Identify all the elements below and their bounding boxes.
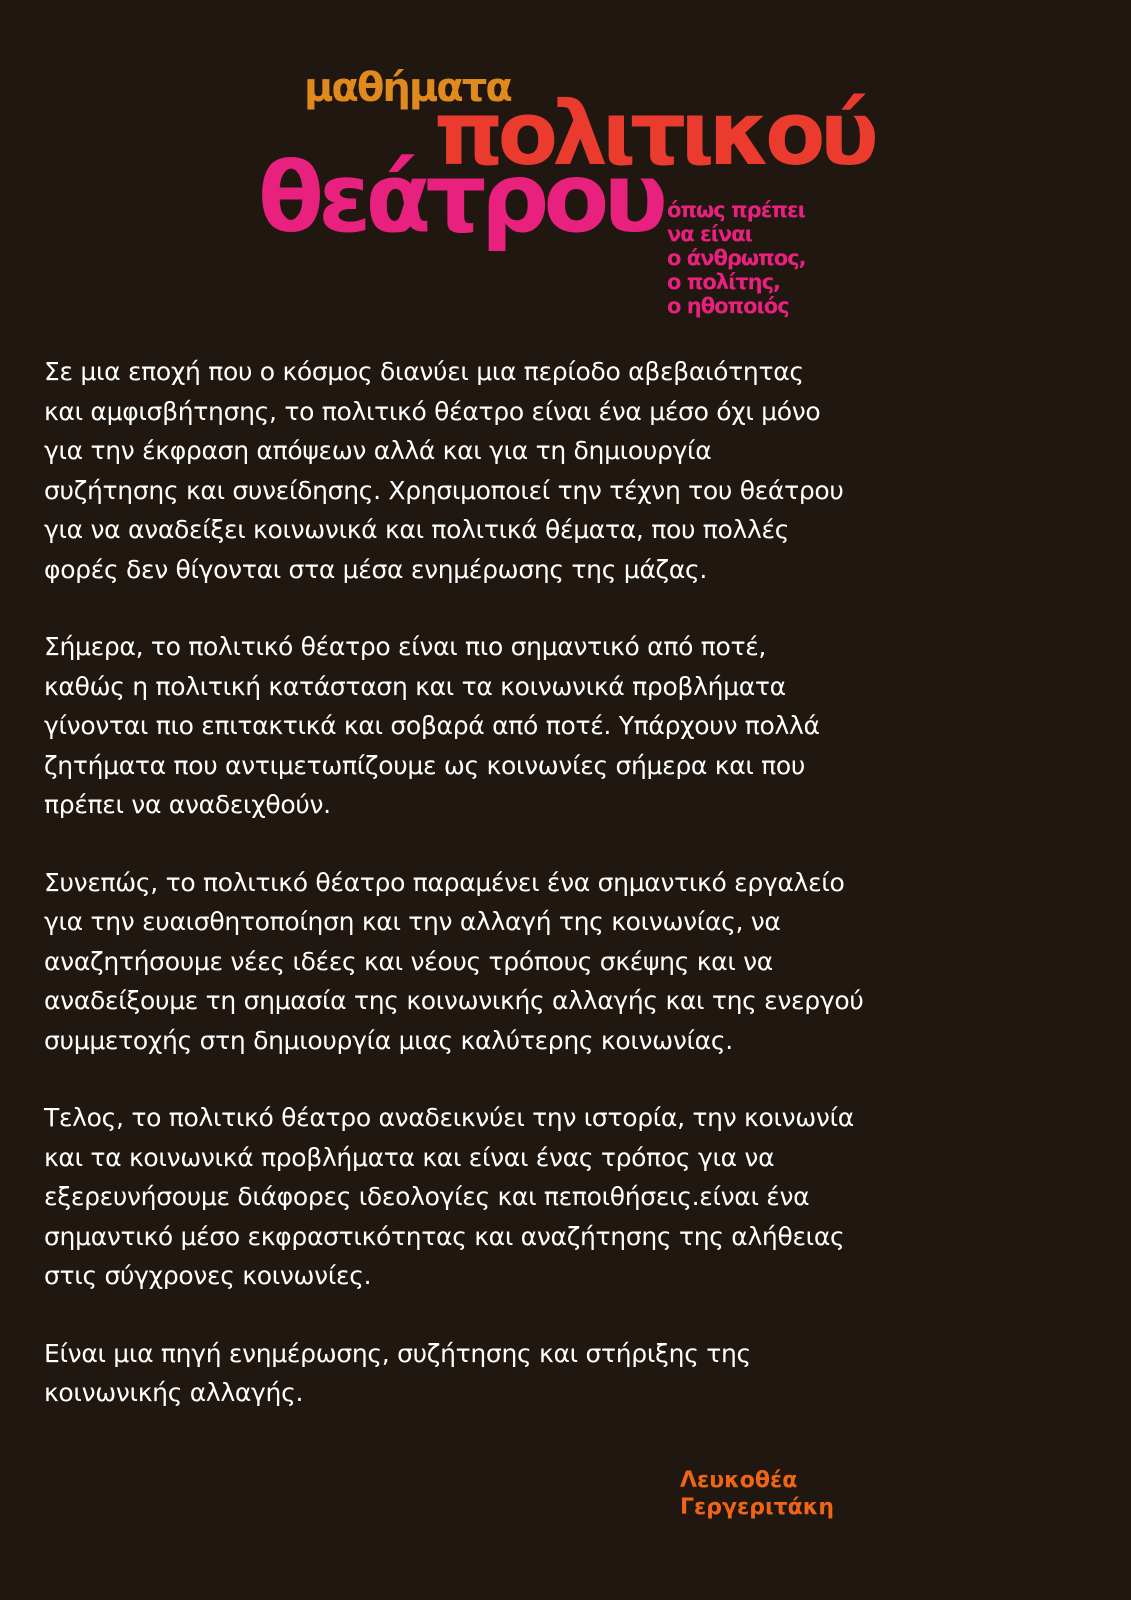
subtitle-line: να είναι xyxy=(667,222,752,246)
text-line: Συνεπώς, το πολιτικό θέατρο παραμένει ένα σημαντικό εργαλείο xyxy=(44,867,845,897)
author-signature xyxy=(680,1467,834,1521)
text-line: για να αναδείξει κοινωνικά και πολιτικά θέματα, που πολλές xyxy=(44,515,790,544)
text-line: για την ευαισθητοποίηση και την αλλαγή της κοινωνίας, να xyxy=(44,907,781,936)
text-line: ζητήματα που αντιμετωπίζουμε ως κοινωνίες σήμερα και που xyxy=(44,750,806,780)
subtitle-line: όπως πρέπει xyxy=(667,198,805,222)
text-line: φορές δεν θίγονται στα μέσα ενημέρωσης της μάζας. xyxy=(44,554,708,584)
text-line: Τελος, το πολιτικό θέατρο αναδεικνύει την ιστορία, την κοινωνία xyxy=(44,1103,854,1132)
text-line: γίνονται πιο επιτακτικά και σοβαρά από ποτέ. Υπάρχουν πολλά xyxy=(44,711,820,740)
text-line: αναζητήσουμε νέες ιδέες και νέους τρόπους σκέψης και να xyxy=(44,946,773,976)
text-line: Σε μια εποχή που ο κόσμος διανύει μια περίοδο αβεβαιότητας xyxy=(44,357,804,386)
author-last-name: Γεργεριτάκη xyxy=(680,1495,835,1520)
paragraph xyxy=(44,1098,944,1296)
text-line: Είναι μια πηγή ενημέρωσης, συζήτησης και στήριξης της xyxy=(44,1338,751,1368)
text-line: συζήτησης και συνείδησης. Χρησιμοποιεί την τέχνη του θεάτρου xyxy=(44,475,844,505)
text-line: στις σύγχρονες κοινωνίες. xyxy=(44,1261,372,1290)
body-text xyxy=(44,352,944,1451)
text-line: κοινωνικής αλλαγής. xyxy=(44,1378,304,1407)
title-line-1: μαθήματα xyxy=(304,65,511,111)
paragraph xyxy=(44,863,944,1061)
paragraph xyxy=(44,627,944,825)
text-line: και τα κοινωνικά προβλήματα και είναι ένας τρόπος για να xyxy=(44,1142,775,1172)
paragraph xyxy=(44,352,944,589)
paragraph xyxy=(44,1334,944,1413)
text-line: για την έκφραση απόψεων αλλά και για τη δημιουργία xyxy=(44,436,712,465)
text-line: Σήμερα, το πολιτικό θέατρο είναι πιο σημαντικό από ποτέ, xyxy=(44,632,767,661)
text-line: συμμετοχής στη δημιουργία μιας καλύτερης κοινωνίας. xyxy=(44,1025,733,1055)
text-line: πρέπει να αναδειχθούν. xyxy=(44,790,331,819)
title-line-3: θεάτρου xyxy=(258,142,663,254)
subtitle-line: ο ηθοποιός xyxy=(667,294,789,318)
text-line: καθώς η πολιτική κατάσταση και τα κοινωνικά προβλήματα xyxy=(44,671,786,701)
author-first-name: Λευκοθέα xyxy=(680,1468,798,1493)
subtitle xyxy=(667,198,806,318)
text-line: σημαντικό μέσο εκφραστικότητας και αναζήτησης της αλήθειας xyxy=(44,1221,845,1251)
title-line-2: πολιτικού xyxy=(434,82,873,185)
text-line: αναδείξουμε τη σημασία της κοινωνικής αλλαγής και της ενεργού xyxy=(44,986,864,1015)
text-line: εξερευνήσουμε διάφορες ιδεολογίες και πεποιθήσεις.είναι ένα xyxy=(44,1182,810,1211)
subtitle-line: ο πολίτης, xyxy=(667,270,781,294)
subtitle-line: ο άνθρωπος, xyxy=(667,246,806,270)
text-line: και αμφισβήτησης, το πολιτικό θέατρο είναι ένα μέσο όχι μόνο xyxy=(44,396,821,426)
